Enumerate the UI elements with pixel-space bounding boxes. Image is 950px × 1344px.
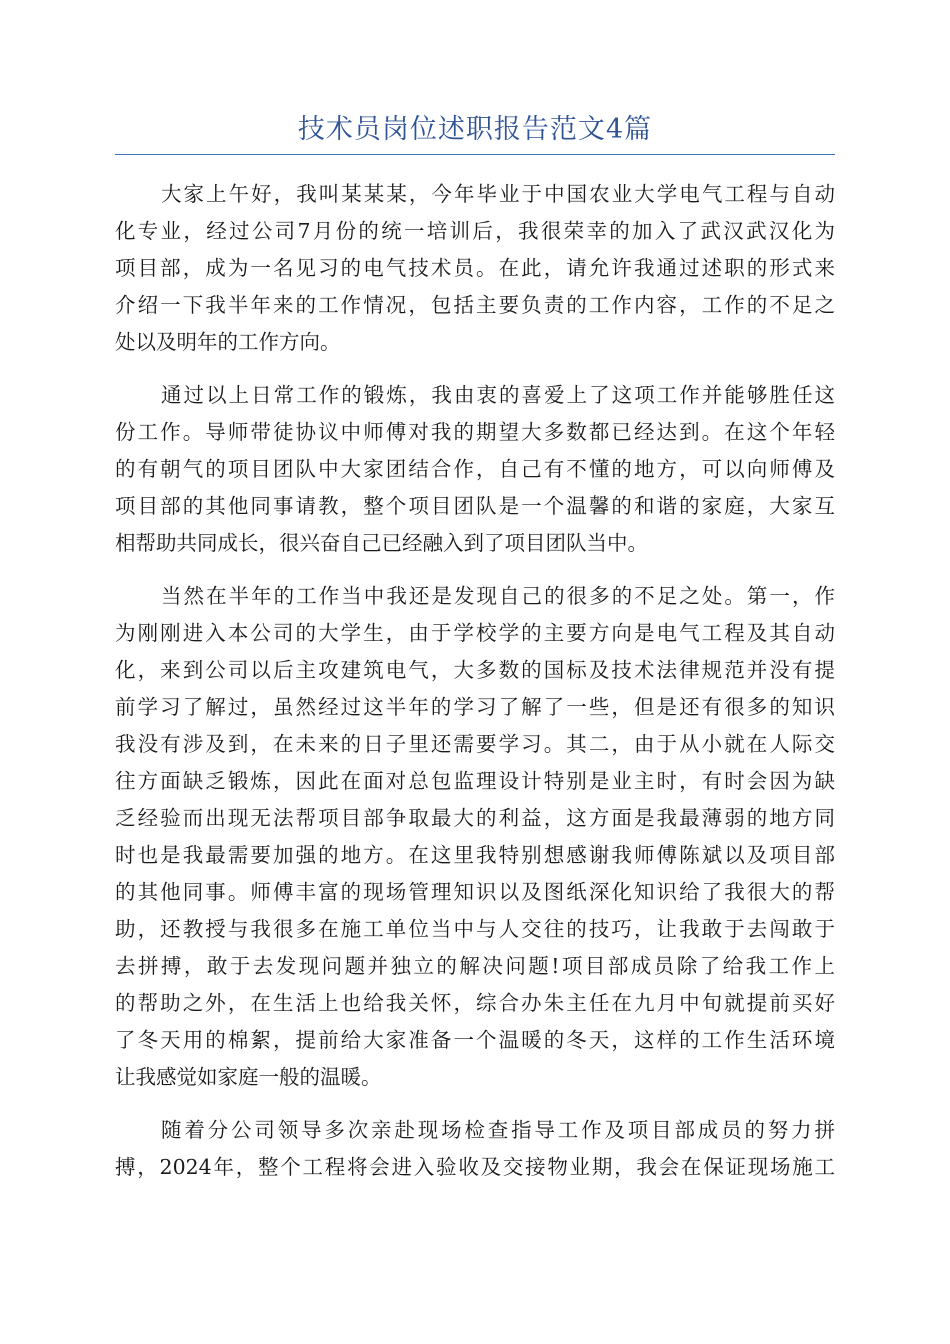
paragraph-line: 份工作。导师带徒协议中师傅对我的期望大多数都已经达到。在这个年轻 [115, 420, 835, 444]
paragraph-line: 相帮助共同成长，很兴奋自己已经融入到了项目团队当中。 [115, 531, 648, 555]
body-paragraph [115, 1112, 835, 1186]
paragraph-line: 时也是我最需要加强的地方。在这里我特别想感谢我师傅陈斌以及项目部 [115, 843, 835, 867]
paragraph-line: 前学习了解过，虽然经过这半年的学习了解了一些，但是还有很多的知识 [115, 695, 835, 719]
paragraph-line: 去拼搏，敢于去发现问题并独立的解决问题!项目部成员除了给我工作上 [115, 954, 835, 978]
paragraph-line: 介绍一下我半年来的工作情况，包括主要负责的工作内容，工作的不足之 [115, 293, 835, 317]
paragraph-line: 乏经验而出现无法帮项目部争取最大的利益，这方面是我最薄弱的地方同 [115, 806, 835, 830]
title-underline [115, 154, 835, 155]
paragraph-line: 处以及明年的工作方向。 [115, 330, 341, 354]
paragraph-line: 当然在半年的工作当中我还是发现自己的很多的不足之处。第一，作 [161, 584, 835, 608]
paragraph-line: 项目部，成为一名见习的电气技术员。在此，请允许我通过述职的形式来 [115, 256, 835, 280]
body-paragraph [115, 578, 835, 1096]
paragraph-line: 的其他同事。师傅丰富的现场管理知识以及图纸深化知识给了我很大的帮 [115, 880, 835, 904]
paragraph-line: 通过以上日常工作的锻炼，我由衷的喜爱上了这项工作并能够胜任这 [161, 383, 835, 407]
paragraph-line: 助，还教授与我很多在施工单位当中与人交往的技巧，让我敢于去闯敢于 [115, 917, 835, 941]
paragraph-line: 化，来到公司以后主攻建筑电气，大多数的国标及技术法律规范并没有提 [115, 658, 835, 682]
paragraph-line: 的有朝气的项目团队中大家团结合作，自己有不懂的地方，可以向师傅及 [115, 457, 835, 481]
paragraph-line: 的帮助之外，在生活上也给我关怀，综合办朱主任在九月中旬就提前买好 [115, 991, 835, 1015]
paragraph-line: 往方面缺乏锻炼，因此在面对总包监理设计特别是业主时，有时会因为缺 [115, 769, 835, 793]
body-paragraph [115, 176, 835, 361]
paragraph-line: 我没有涉及到，在未来的日子里还需要学习。其二，由于从小就在人际交 [115, 732, 835, 756]
paragraph-line: 为刚刚进入本公司的大学生，由于学校学的主要方向是电气工程及其自动 [115, 621, 835, 645]
document-body [115, 176, 835, 1202]
page-title: 技术员岗位述职报告范文4篇 [297, 114, 653, 145]
paragraph-line: 化专业，经过公司7月份的统一培训后，我很荣幸的加入了武汉武汉化为 [115, 219, 835, 243]
paragraph-line: 大家上午好，我叫某某某，今年毕业于中国农业大学电气工程与自动 [161, 182, 835, 206]
body-paragraph [115, 377, 835, 562]
paragraph-line: 随着分公司领导多次亲赴现场检查指导工作及项目部成员的努力拼 [161, 1118, 835, 1142]
paragraph-line: 搏，2024年，整个工程将会进入验收及交接物业期，我会在保证现场施工 [115, 1155, 835, 1179]
paragraph-line: 让我感觉如家庭一般的温暖。 [115, 1065, 382, 1089]
paragraph-line: 了冬天用的棉絮，提前给大家准备一个温暖的冬天，这样的工作生活环境 [115, 1028, 835, 1052]
paragraph-line: 项目部的其他同事请教，整个项目团队是一个温馨的和谐的家庭，大家互 [115, 494, 835, 518]
